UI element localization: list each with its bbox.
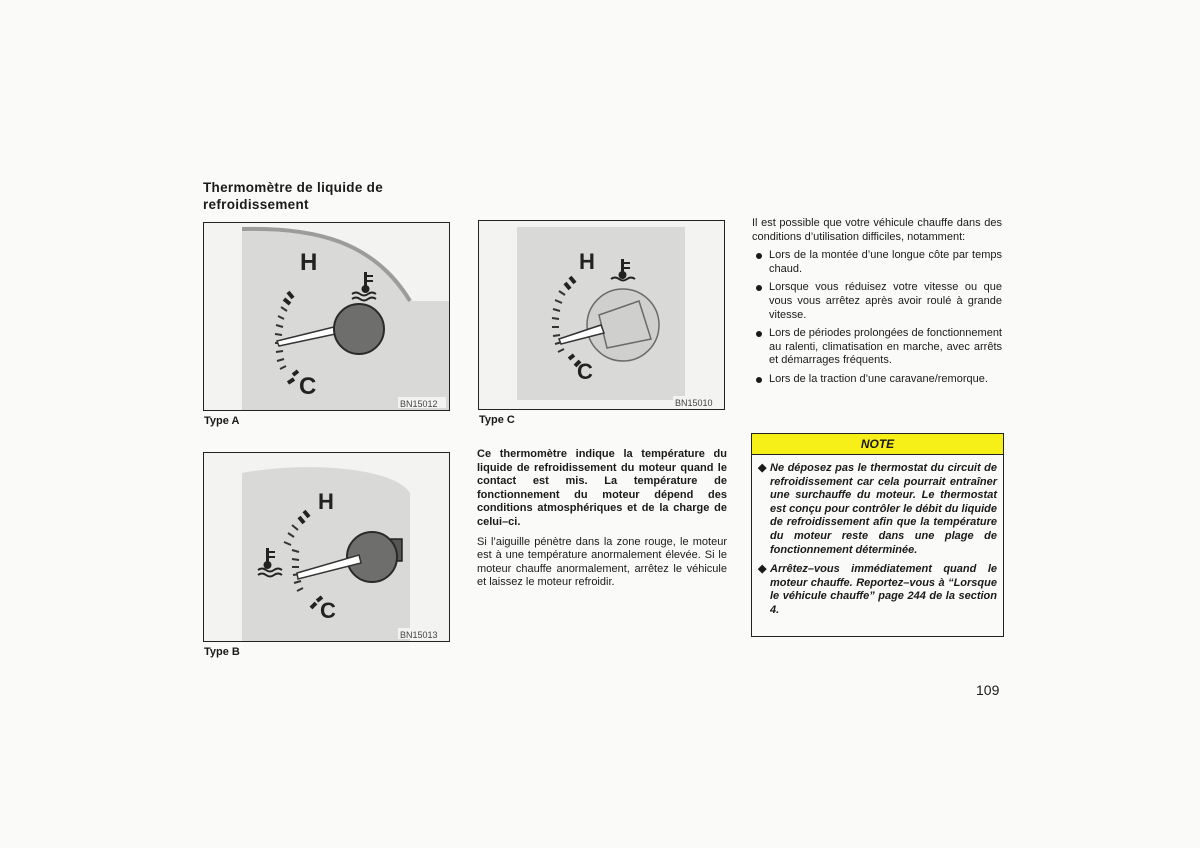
bullet-icon [756, 331, 762, 337]
figure-caption: Type A [204, 415, 240, 427]
note-title: NOTE [752, 434, 1003, 455]
figure-type-a [203, 222, 450, 411]
list-item: Lors de la traction d’une caravane/remorque. [752, 373, 1002, 387]
conditions-intro: Il est possible que votre véhicule chauffe dans des conditions d’utilisation difficiles, notamment: [752, 217, 1002, 243]
cold-label: C [320, 598, 336, 623]
intro-bold-paragraph: Ce thermomètre indique la température du liquide de refroidissement du moteur quand le contact est mis. La température de fonctionnement du moteur dépend des conditions atmosphériques et de la charge de celui–ci. [477, 448, 727, 528]
list-item: Lors de la montée d’une longue côte par temps chaud. [752, 249, 1002, 276]
figure-type-b [203, 452, 450, 642]
figure-type-c [478, 220, 725, 410]
warning-paragraph: Si l’aiguille pénètre dans la zone rouge, le moteur est à une température anormalement élevée. Si le moteur chauffe anormalement, arrêtez le véhicule et laissez le moteur refroidir. [477, 535, 727, 589]
middle-text [477, 448, 727, 596]
hot-label: H [300, 249, 318, 276]
note-body [752, 455, 1003, 630]
bullet-icon [756, 285, 762, 291]
list-item: Lorsque vous réduisez votre vitesse ou que vous vous arrêtez après avoir roulé à grande vitesse. [752, 281, 1002, 322]
figure-caption: Type C [479, 414, 515, 426]
cold-label: C [299, 373, 317, 400]
hot-label: H [318, 489, 334, 514]
page-number: 109 [976, 682, 1000, 698]
cold-label: C [577, 359, 593, 384]
figure-caption: Type B [204, 646, 240, 658]
bullet-icon [756, 377, 762, 383]
diamond-icon: ◆ [758, 462, 767, 474]
list-item: Lors de périodes prolongées de fonctionnement au ralenti, climatisation en marche, avec arrêts et démarrages fréquents. [752, 327, 1002, 368]
hot-label: H [579, 249, 595, 274]
figure-code: BN15010 [675, 398, 713, 408]
bullet-icon [756, 253, 762, 259]
right-text [752, 217, 1002, 392]
note-item: ◆ Arrêtez–vous immédiatement quand le moteur chauffe. Reportez–vous à “Lorsque le véhicule chauffe” page 244 de la section 4. [758, 563, 997, 616]
note-item: ◆ Ne déposez pas le thermostat du circuit de refroidissement car cela pourrait entraîner une surchauffe du moteur. Le thermostat est conçu pour contrôler le débit du liquide de refroidissement afin que la température du moteur reste dans une plage de fonctionnement déterminée. [758, 462, 997, 556]
note-box [751, 433, 1004, 637]
diamond-icon: ◆ [758, 563, 767, 576]
figure-code: BN15012 [400, 399, 438, 409]
figure-code: BN15013 [400, 630, 438, 640]
section-heading: Thermomètre de liquide de refroidissement [203, 180, 384, 212]
